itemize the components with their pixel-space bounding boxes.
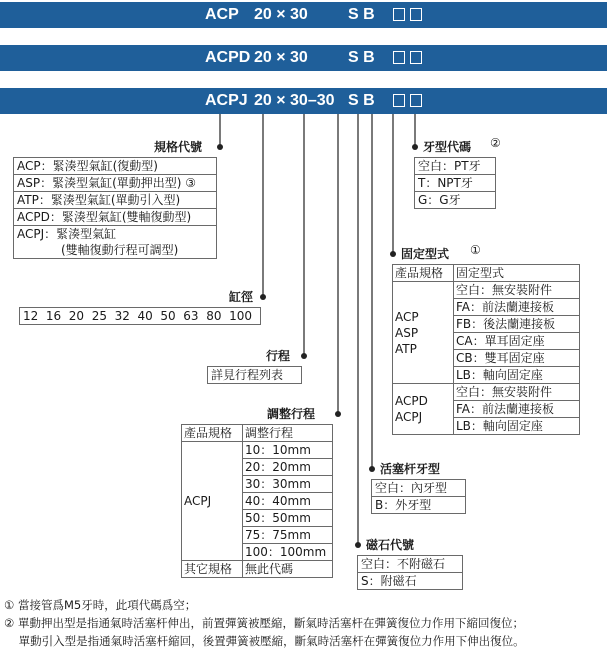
thread-item: G：G牙 <box>418 193 461 207</box>
stroke-text: 詳見行程列表 <box>211 368 284 382</box>
spec-item: ACP：緊湊型氣缸(復動型) <box>14 158 216 175</box>
spec-item: ASP：緊湊型氣缸(單動押出型) ③ <box>14 175 216 192</box>
adjust-value: 30：30mm <box>243 476 333 493</box>
model-label: ASP <box>395 325 419 340</box>
spec-item-acpj: ACPJ：緊湊型氣缸 <box>17 227 117 241</box>
bore-values: 12 16 20 25 32 40 50 63 80 100 <box>23 309 252 323</box>
spec-box <box>13 157 217 259</box>
code-1-size: 20 × 30 <box>254 6 308 23</box>
adjust-model: ACPJ <box>182 442 243 561</box>
adjust-value: 75：75mm <box>243 527 333 544</box>
spec-item: ACPD：緊湊型氣缸(雙軸復動型) <box>14 209 216 226</box>
bore-box <box>19 307 261 325</box>
spec-item-acpj-desc: (雙軸復動行程可調型) <box>61 243 179 257</box>
model-label: ACPJ <box>395 410 423 424</box>
thread-item: 空白：PT牙 <box>415 158 495 175</box>
adjust-value: 40：40mm <box>243 493 333 510</box>
code-3-suffix: S B <box>348 92 375 109</box>
magnet-item: S：附磁石 <box>361 574 417 588</box>
rod-box <box>371 479 466 514</box>
code-3-size: 20 × 30–30 <box>254 92 335 109</box>
thread-note: ② <box>490 136 501 150</box>
mount-note: ① <box>470 243 481 257</box>
mount-item: CA：單耳固定座 <box>454 333 580 350</box>
spec-title: 規格代號 <box>154 140 203 154</box>
adjust-value: 10：10mm <box>243 442 333 459</box>
mount-group2-models <box>393 384 454 435</box>
adjust-title: 調整行程 <box>267 407 316 421</box>
thread-title: 牙型代碼 <box>423 140 472 154</box>
code-2-suffix: S B <box>348 49 375 66</box>
bore-title: 缸徑 <box>229 290 254 304</box>
mount-item: LB：軸向固定座 <box>454 418 580 435</box>
footnote-2: ② 單動押出型是指通氣時活塞杆伸出，前置彈簧被壓縮，斷氣時活塞杆在彈簧復位力作用下縮回復位； <box>4 616 524 630</box>
code-2-size: 20 × 30 <box>254 49 308 66</box>
adjust-other-label: 其它規格 <box>182 561 243 578</box>
adjust-value: 20：20mm <box>243 459 333 476</box>
model-label: ACPD <box>395 394 428 408</box>
adjust-header-model: 產品規格 <box>182 425 243 442</box>
magnet-title: 磁石代號 <box>366 538 415 552</box>
spec-item <box>14 226 216 258</box>
code-2-prefix: ACPD <box>205 49 251 66</box>
rod-item: B：外牙型 <box>375 498 432 512</box>
stroke-box <box>207 366 302 384</box>
stroke-title: 行程 <box>266 349 291 363</box>
adjust-value: 100：100mm <box>243 544 333 561</box>
thread-item: T：NPT牙 <box>415 175 495 192</box>
mount-table <box>392 264 580 435</box>
mount-item: FB：後法蘭連接板 <box>454 316 580 333</box>
magnet-item: 空白：不附磁石 <box>358 556 462 573</box>
footnote-1: ① 當接管爲M5牙時，此項代碼爲空； <box>4 598 197 612</box>
rod-item: 空白：內牙型 <box>372 480 465 497</box>
footnote-3: 單動引入型是指通氣時活塞杆縮回，後置彈簧被壓縮，斷氣時活塞杆在彈簧復位力作用下伸出復位。 <box>4 634 525 648</box>
adjust-table <box>181 424 333 578</box>
adjust-value: 50：50mm <box>243 510 333 527</box>
code-1-prefix: ACP <box>205 6 239 23</box>
spec-item: ATP：緊湊型氣缸(單動引入型) <box>14 192 216 209</box>
mount-header-model: 產品規格 <box>393 265 454 282</box>
thread-box <box>414 157 496 209</box>
code-3-prefix: ACPJ <box>205 92 248 109</box>
mount-group1-models <box>393 282 454 384</box>
mount-item: FA：前法蘭連接板 <box>454 401 580 418</box>
mount-header-type: 固定型式 <box>454 265 580 282</box>
mount-item: 空白：無安裝附件 <box>454 384 580 401</box>
adjust-header-stroke: 調整行程 <box>243 425 333 442</box>
mount-title: 固定型式 <box>401 247 450 261</box>
mount-item: FA：前法蘭連接板 <box>454 299 580 316</box>
adjust-other-value: 無此代碼 <box>243 561 333 578</box>
rod-title: 活塞杆牙型 <box>380 462 441 476</box>
mount-item: 空白：無安裝附件 <box>454 282 580 299</box>
mount-item: CB：雙耳固定座 <box>454 350 580 367</box>
magnet-box <box>357 555 463 590</box>
code-1-suffix: S B <box>348 6 375 23</box>
model-label: ATP <box>395 341 417 356</box>
model-label: ACP <box>395 309 419 324</box>
mount-item: LB：軸向固定座 <box>454 367 580 384</box>
